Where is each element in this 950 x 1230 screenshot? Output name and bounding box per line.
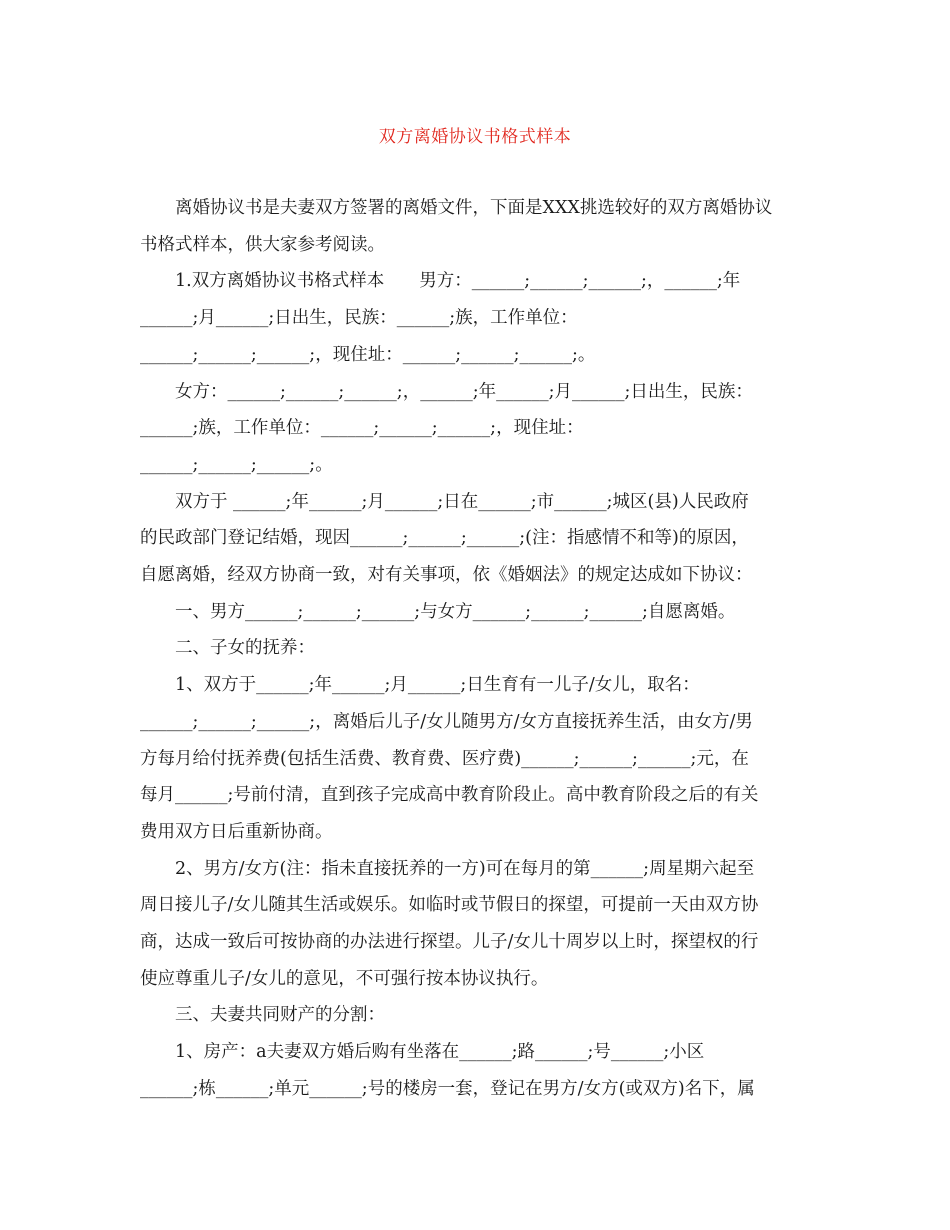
body-line: ______;______;______;，离婚后儿子/女儿随男方/女方直接抚养生活，由女方/男 [140,711,753,732]
body-line: 一、男方______;______;______;与女方______;______;______;自愿离婚。 [140,601,736,622]
body-line: 1、房产：a夫妻双方婚后购有坐落在______;路______;号______;小区 [140,1042,705,1063]
body-line: ______;栋______;单元______;号的楼房一套，登记在男方/女方(或双方)名下，属 [140,1078,755,1099]
body-line: 商，达成一致后可按协商的办法进行探望。儿子/女儿十周岁以上时，探望权的行 [140,932,759,953]
body-line: 书格式样本，供大家参考阅读。 [140,234,385,255]
body-line: 使应尊重儿子/女儿的意见，不可强行按本协议执行。 [140,968,549,989]
body-line: 周日接儿子/女儿随其生活或娱乐。如临时或节假日的探望，可提前一天由双方协 [140,895,759,916]
body-line: 2、男方/女方(注：指未直接抚养的一方)可在每月的第______;周星期六起至 [140,858,755,879]
body-line: 双方于 ______;年______;月______;日在______;市______;城区(县)人民政府 [140,491,749,512]
body-line: ______;族，工作单位：______;______;______;，现住址： [140,418,584,439]
body-line: 每月______;号前付清，直到孩子完成高中教育阶段止。高中教育阶段之后的有关 [140,785,759,806]
body-line: 费用双方日后重新协商。 [140,821,333,842]
body-line: ______;______;______;，现住址：______;______;______;。 [140,344,596,365]
body-line: 离婚协议书是夫妻双方签署的离婚文件，下面是XXX挑选较好的双方离婚协议 [140,198,773,218]
body-line: ______;______;______;。 [140,454,333,475]
body-line: 三、夫妻共同财产的分割： [140,1005,385,1026]
document-body [140,190,812,1108]
body-line: 二、子女的抚养： [140,638,315,659]
body-line: ______;月______;日出生，民族：______;族，工作单位： [140,308,578,329]
body-line: 方每月给付抚养费(包括生活费、教育费、医疗费)______;______;______;元，在 [140,748,749,769]
body-line: 的民政部门登记结婚，现因______;______;______;(注：指感情不和等)的原因， [140,528,749,549]
body-line: 1.双方离婚协议书格式样本 男方：______;______;______;，______;年 [140,271,741,292]
body-line: 1、双方于______;年______;月______;日生育有一儿子/女儿，取名： [140,675,700,696]
document-title: 双方离婚协议书格式样本 [378,127,572,147]
body-line: 女方：______;______;______;，______;年______;月______;日出生，民族： [140,381,753,402]
body-line: 自愿离婚，经双方协商一致，对有关事项，依《婚姻法》的规定达成如下协议： [140,565,753,586]
